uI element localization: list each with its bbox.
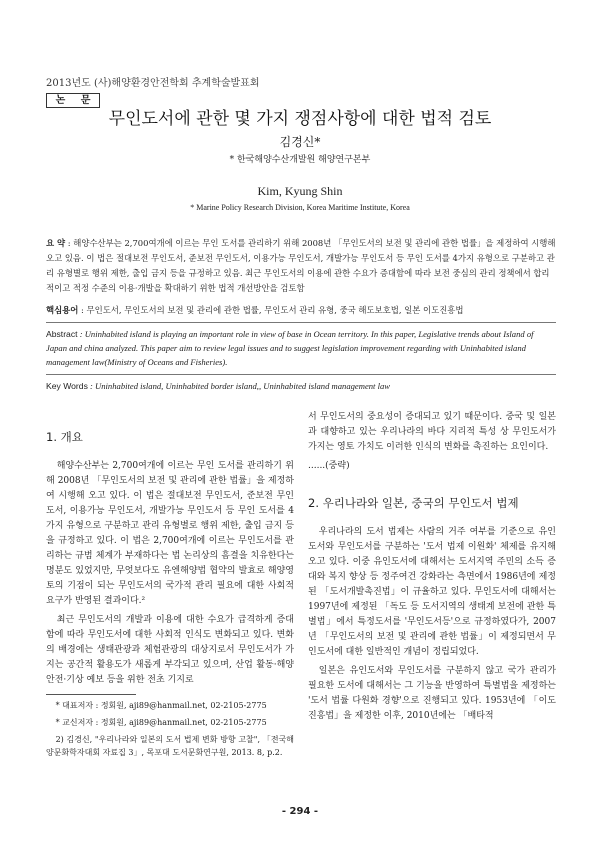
paragraph: 최근 무인도서의 개발과 이용에 대한 수요가 급격하게 증대함에 따라 무인도서에 대한 사회적 인식도 변화되고 있다. 변화의 배경에는 생태관광과 체험관광의 대상지로서 무인도서가 가지는 공간적 활용도가 새롭게 부각되고 있으며, 산업 활동·해양 안전·기상 예보 등을 위한 전초 기지로 xyxy=(46,615,294,685)
paragraph: 우리나라의 도서 법제는 사람의 거주 여부를 기준으로 유인도서와 무인도서를 구분하는 '도서 법제 이원화' 체제를 유지해 오고 있다. 이중 유인도서에 대해서는 도서지역 주민의 소득 증대와 복지 향상 등 정주여건 강화라는 측면에서 1986년에 제정된 「도서개발촉진법」이 규율하고 있다. 무인도서에 대해서는 1997년에 제정된 「독도 등 도서지역의 생태계 보전에 관한 특별법」에서 특정도서를 '무인도서등'으로 규정하였다가, 2007년 「무인도서의 보전 및 관리에 관한 법률」이 제정되면서 무인도서에 대한 일반적인 개념이 정립되었다. xyxy=(308,527,556,657)
keywords-korean-label: 핵심용어 xyxy=(46,305,79,315)
abstract-english-text: : Uninhabited island is playing an important role in view of base in Ocean territory. In this paper, Legislative trends about Island of Japan and china analyzed. This paper aim to review legal issues and to suggest legislation improvement regarding with Uninhabited island management law(Ministry of Oceans and Fisheries). xyxy=(46,329,534,367)
abstract-english xyxy=(46,327,556,369)
footnote-divider xyxy=(46,694,136,695)
author-affiliation-en: * Marine Policy Research Division, Korea Maritime Institute, Korea xyxy=(190,203,410,212)
paper-type-badge: 논 문 xyxy=(46,93,100,108)
paragraph: 해양수산부는 2,700여개에 이르는 무인 도서를 관리하기 위해 2008년 「무인도서의 보전 및 관리에 관한 법률」을 제정하여 시행해 오고 있다. 이 법은 절대보전 무인도서, 준보전 무인도서, 이용가능 무인도서, 개발가능 무인도서 등 무인 도서를 4가지 유형으로 구분하고 관리 유형별로 행위 제한, 출입 금지 등을 규정하고 있다. 이 법은 2,700여개에 이르는 무인도서를 관리하는 규범 체계가 부재하다는 법 논리상의 흠결을 치유한다는 명분도 있었지만, 무엇보다도 유엔해양법 협약의 발효로 해양영토의 기점이 되는 무인도서의 국가적 관리 필요에 대한 사회적 요구가 반영된 결과이다.² xyxy=(46,461,294,606)
abstract-korean-text: : 해양수산부는 2,700여개에 이르는 무인 도서를 관리하기 위해 2008년 「무인도서의 보전 및 관리에 관한 법률」을 제정하여 시행해 오고 있음. 이 법은 절대보전 무인도서, 준보전 무인도서, 이용가능 무인도서, 개발가능 무인도서 등 무인 도서를 4가지 유형으로 구분하고 관리 유형별로 행위 제한, 출입 금지 등을 규정하고 있음. 최근 무인도서의 이용에 관한 수요가 증대함에 따라 보전 중심의 관리 정책에서 합리적이고 적정 수준의 이용·개발을 확대하기 위한 법적 개선방안을 검토함 xyxy=(46,238,556,293)
paragraph: 일본은 유인도서와 무인도서를 구분하지 않고 국가 관리가 필요한 도서에 대해서는 그 기능을 반영하여 특별법을 제정하는 '도서 법률 다원화 경향'으로 진행되고 있다. 1953년에 「이도진흥법」을 제정한 이후, 2010년에는 「배타적 xyxy=(308,666,556,721)
author-affiliation: * 한국해양수산개발원 해양연구본부 xyxy=(229,155,371,165)
keywords-korean xyxy=(46,303,556,318)
footnote: * 대표저자 : 정회원, aji89@hanmail.net, 02-2105-2775 xyxy=(55,701,267,710)
left-column xyxy=(46,420,294,763)
footnote: 2) 김경신, "우리나라와 일본의 도서 법제 변화 방향 고찰", 「전국해양문화학자대회 자료집 3」, 목포대 도서문화연구원, 2013. 8, p.2. xyxy=(46,735,294,757)
paper-title: 무인도서에 관한 몇 가지 쟁점사항에 대한 법적 검토 xyxy=(108,109,492,129)
conference-header: 2013년도 (사)해양환경안전학회 추계학술발표회 xyxy=(46,78,260,89)
paragraph: 서 무인도서의 중요성이 증대되고 있기 때문이다. 중국 및 일본과 대향하고 있는 우리나라의 바다 지리적 특성 상 무인도서가 가지는 영토 가치도 이러한 인식의 변화를 촉진하는 요인이다. xyxy=(308,412,556,452)
keywords-english-label: Key Words xyxy=(46,381,88,391)
author-name: 김경신* xyxy=(279,135,321,149)
divider xyxy=(46,374,556,375)
section-heading: 2. 우리나라와 일본, 중국의 무인도서 법제 xyxy=(308,496,519,510)
paragraph-omission: ......(중략) xyxy=(308,461,350,471)
section-heading: 1. 개요 xyxy=(46,430,83,444)
keywords-korean-text: : 무인도서, 무인도서의 보전 및 관리에 관한 법률, 무인도서 관리 유형, 중국 해도보호법, 일본 이도진흥법 xyxy=(81,305,464,315)
right-column xyxy=(308,410,556,728)
author-name-en: Kim, Kyung Shin xyxy=(257,184,343,198)
abstract-korean-label: 요 약 xyxy=(46,238,66,248)
footnote: * 교신저자 : 정회원, aji89@hanmail.net, 02-2105-2775 xyxy=(55,718,267,727)
keywords-english xyxy=(46,379,556,394)
keywords-english-text: : Uninhabited island, Uninhabited border island,, Uninhabited island management law xyxy=(90,381,391,391)
abstract-korean xyxy=(46,236,556,296)
divider xyxy=(46,322,556,323)
page-number: - 294 - xyxy=(281,806,319,817)
abstract-english-label: Abstract xyxy=(46,329,78,339)
